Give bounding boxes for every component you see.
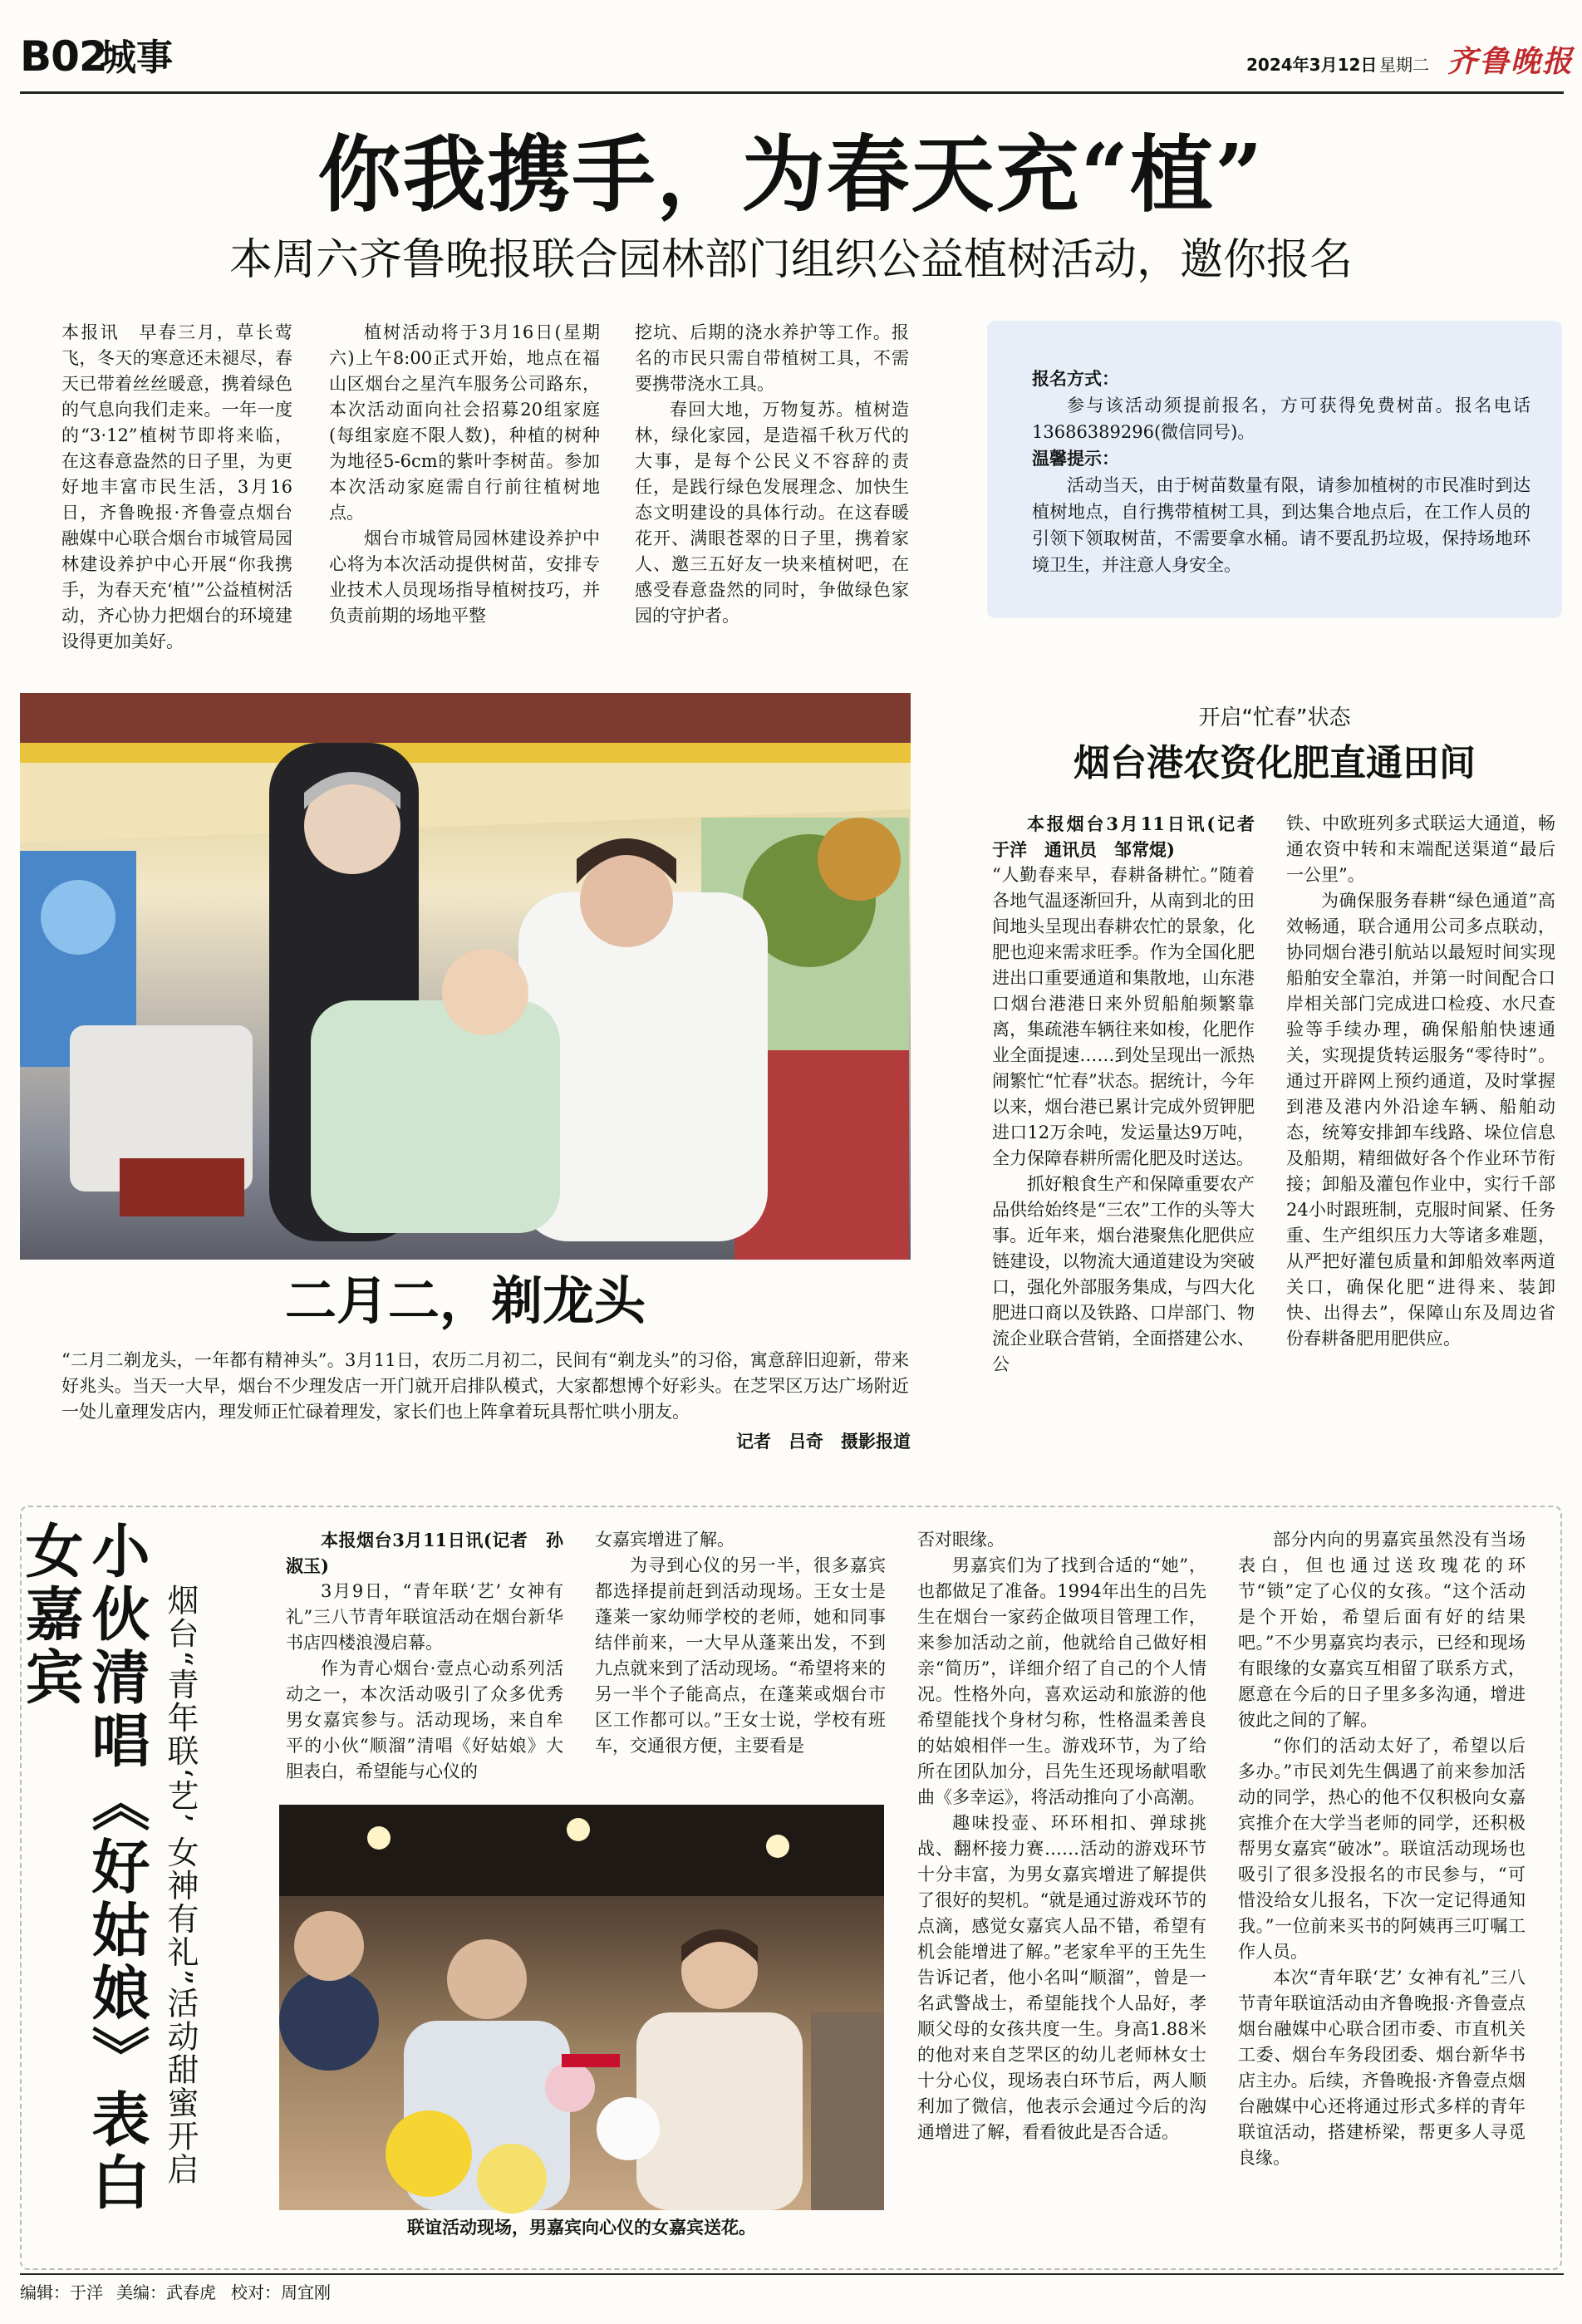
feature-column-4 (1238, 1527, 1526, 2227)
lead-subhead: 本周六齐鲁晚报联合园林部门组织公益植树活动，邀你报名 (228, 235, 1353, 285)
lead-paragraph: 本报讯 早春三月，草长莺飞，冬天的寒意还未褪尽，春天已带着丝丝暖意，携着绿色的气息向我们走来。一年一度的“3·12”植树节即将来临，在这春意盎然的日子里，为更好地丰富市民生活，3月16日，齐鲁晚报·齐鲁壹点烟台融媒中心联合烟台市城管局园林建设养护中心开展“你我携手，为春天充‘植’”公益植树活动，齐心协力把烟台的环境建设得更加美好。 (61, 322, 292, 651)
photo-story-caption-column (61, 1348, 909, 1427)
dating-scene-illustration (279, 1805, 884, 2210)
feature-subhead: 烟台“青年联‘艺’ 女神有礼”活动甜蜜开启 (162, 1584, 199, 2187)
feature-paragraph: 男嘉宾们为了找到合适的“她”，也都做足了准备。1994年出生的吕先生在烟台一家药企做项目管理工作，来参加活动之前，他就给自己做好相亲“简历”，详细介绍了自己的个人情况。性格外向，喜欢运动和旅游的他希望能找个身材匀称，性格温柔善良的姑娘相伴一生。游戏环节，为了给所在团队加分，吕先生还现场献唱歌曲《多幸运》，将活动推向了小高潮。 (917, 1555, 1206, 1807)
feature-paragraph: “你们的活动太好了，希望以后多办。”市民刘先生偶遇了前来参加活动的同学，热心的他不仅积极向女嘉宾推介在大学当老师的同学，还积极帮男女嘉宾“破冰”。联谊活动现场也吸引了很多没报名的市民参与，“可惜没给女儿报名，下次一定记得通知我。”一位前来买书的阿姨再三叮嘱工作人员。 (1238, 1736, 1526, 1962)
photo-story-headline: 二月二，剃龙头 (284, 1270, 646, 1331)
dating-photo-caption: 联谊活动现场，男嘉宾向心仪的女嘉宾送花。 (407, 2217, 756, 2238)
lead-column-1 (61, 320, 292, 651)
lead-headline: 你我携手，为春天充“植” (317, 125, 1265, 224)
dating-event-photo (279, 1805, 884, 2210)
box-paragraph: 活动当天，由于树苗数量有限，请参加植树的市民准时到达植树地点，自行携带植树工具，到达集合地点后，在工作人员的引领下领取树苗，不需要拿水桶。请不要乱扔垃圾，保持场地环境卫生，并注意人身安全。 (1032, 475, 1530, 575)
feature-paragraph: 女嘉宾增进了解。 (595, 1530, 734, 1550)
feature-paragraph: 为寻到心仪的另一半，很多嘉宾都选择提前赶到活动现场。王女士是蓬莱一家幼师学校的老师，她和同事结伴前来，一大早从蓬莱出发，不到九点就来到了活动现场。“希望将来的另一半个子能高点，在蓬莱或烟台市区工作都可以。”王女士说，学校有班车，交通很方便，主要看是 (595, 1555, 886, 1756)
fertilizer-paragraph: “人勤春来早，春耕备耕忙。”随着各地气温逐渐回升，从南到北的田间地头呈现出春耕农忙的景象，化肥也迎来需求旺季。作为全国化肥进出口重要通道和集散地，山东港口烟台港港日来外贸船舶频繁靠离，集疏港车辆往来如梭，化肥作业全面提速……到处呈现出一派热闹繁忙“忙春”状态。据统计，今年以来，烟台港已累计完成外贸钾肥进口12万余吨，发运量达9万吨，全力保障春耕所需化肥及时送达。 (992, 865, 1255, 1168)
fertilizer-column-2 (1286, 811, 1555, 1414)
header-rule (20, 91, 1564, 94)
registration-info-text (1032, 366, 1530, 607)
feature-paragraph: 3月9日，“青年联‘艺’ 女神有礼”三八节青年联谊活动在烟台新华书店四楼浪漫启幕。 (286, 1581, 563, 1653)
photo-story-caption: “二月二剃龙头，一年都有精神头”。3月11日，农历二月初二，民间有“剃龙头”的习俗，寓意辞旧迎新，带来好兆头。当天一大早，烟台不少理发店一开门就开启排队模式，大家都想博个好彩头。在芝罘区万达广场附近一处儿童理发店内，理发师正忙碌着理发，家长们也上阵拿着玩具帮忙哄小朋友。 (61, 1350, 909, 1422)
fertilizer-dateline: 本报烟台3月11日讯(记者 于洋 通讯员 邹常焜) (992, 813, 1272, 860)
haircut-photo (20, 693, 911, 1260)
feature-paragraph: 否对眼缘。 (917, 1530, 1005, 1550)
lead-paragraph: 烟台市城管局园林建设养护中心将为本次活动提供树苗，安排专业技术人员现场指导植树技巧，并负责前期的场地平整 (329, 528, 600, 626)
fertilizer-headline: 烟台港农资化肥直通田间 (1074, 742, 1476, 784)
footer-proofreader: 校对：周宜刚 (231, 2282, 331, 2302)
fertilizer-paragraph: 铁、中欧班列多式联运大通道，畅通农资中转和末端配送渠道“最后一公里”。 (1286, 813, 1555, 885)
fertilizer-paragraph: 抓好粮食生产和保障重要农产品供给始终是“三农”工作的头等大事。近年来，烟台港聚焦化肥供应链建设，以物流大通道建设为突破口，强化外部服务集成，与四大化肥进口商以及铁路、口岸部门、物流企业联合营销，全面搭建公水、公 (992, 1174, 1255, 1374)
feature-paragraph: 作为青心烟台·壹点心动系列活动之一，本次活动吸引了众多优秀男女嘉宾参与。活动现场，来自牟平的小伙“顺溜”清唱《好姑娘》大胆表白，希望能与心仪的 (286, 1658, 563, 1781)
feature-column-2 (595, 1527, 886, 1801)
photo-story-credit: 记者 吕奇 摄影报道 (736, 1431, 911, 1452)
box-paragraph: 参与该活动须提前报名，方可获得免费树苗。报名电话13686389296(微信同号)。 (1032, 396, 1530, 442)
feature-paragraph: 本次“青年联‘艺’ 女神有礼”三八节青年联谊活动由齐鲁晚报·齐鲁壹点烟台融媒中心联合团市委、市直机关工委、烟台车务段团委、烟台新华书店主办。后续，齐鲁晚报·齐鲁壹点烟台融媒中心还将通过形式多样的青年联谊活动，搭建桥梁，帮更多人寻觅良缘。 (1238, 1968, 1526, 2168)
lead-paragraph: 挖坑、后期的浇水养护等工作。报名的市民只需自带植树工具，不需要携带浇水工具。 (635, 322, 909, 394)
feature-headline: 小伙清唱《好姑娘》表白女嘉宾 (16, 1521, 151, 2215)
fertilizer-column-1 (992, 811, 1272, 1414)
footer-art-editor: 美编：武春虎 (116, 2282, 216, 2302)
haircut-scene-illustration (20, 693, 911, 1260)
box-label: 温馨提示： (1032, 448, 1119, 469)
feature-dateline: 本报烟台3月11日讯(记者 孙淑玉) (286, 1530, 563, 1576)
issue-date: 2024年3月12日 (1246, 55, 1378, 75)
issue-weekday: 星期二 (1379, 55, 1429, 75)
section-name: 城事 (100, 37, 173, 79)
lead-column-3 (635, 320, 909, 627)
footer-editor: 编辑：于洋 (20, 2282, 103, 2302)
page-code: B02 (20, 32, 107, 81)
box-label: 报名方式： (1032, 368, 1119, 389)
footer-rule (20, 2273, 1564, 2275)
fertilizer-paragraph: 为确保服务春耕“绿色通道”高效畅通，联合通用公司多点联动，协同烟台港引航站以最短时间实现船舶安全靠泊，并第一时间配合口岸相关部门完成进口检疫、水尺查验等手续办理，确保船舶快速通关，实现提货转运服务“零待时”。通过开辟网上预约通道，及时掌握到港及港内外沿途车辆、船舶动态，统筹安排卸车线路、垛位信息及船期，精细做好各个作业环节衔接；卸船及灌包作业中，实行千部24小时跟班制，克服时间紧、任务重、生产组织压力大等诸多难题，从严把好灌包质量和卸船效率两道关口，确保化肥“进得来、装卸快、出得去”，保障山东及周边省份春耕备肥用肥供应。 (1286, 891, 1555, 1349)
fertilizer-kicker: 开启“忙春”状态 (1198, 705, 1351, 730)
feature-paragraph: 趣味投壶、环环相扣、弹球挑战、翻杯接力赛……活动的游戏环节十分丰富，为男女嘉宾增进了解提供了很好的契机。“就是通过游戏环节的点滴，感觉女嘉宾人品不错，希望有机会能增进了解。”老家牟平的王先生告诉记者，他小名叫“顺溜”，曾是一名武警战士，希望能找个人品好，孝顺父母的女孩共度一生。身高1.88米的他对来自芝罘区的幼儿老师林女士十分心仪，现场表白环节后，两人顺利加了微信，他表示会通过今后的沟通增进了解，看看彼此是否合适。 (917, 1813, 1206, 2142)
feature-column-3 (917, 1527, 1206, 2227)
lead-column-2 (329, 320, 600, 627)
feature-paragraph: 部分内向的男嘉宾虽然没有当场表白，但也通过送玫瑰花的环节“锁”定了心仪的女孩。“这个活动是个开始，希望后面有好的结果吧。”不少男嘉宾均表示，已经和现场有眼缘的女嘉宾互相留了联系方式，愿意在今后的日子里多多沟通，增进彼此之间的了解。 (1238, 1530, 1526, 1730)
paper-name: 齐鲁晚报 (1447, 44, 1575, 79)
feature-column-1 (286, 1527, 563, 1801)
lead-paragraph: 春回大地，万物复苏。植树造林，绿化家园，是造福千秋万代的大事，是每个公民义不容辞的责任，是践行绿色发展理念、加快生态文明建设的具体行动。在这春暖花开、满眼苍翠的日子里，携着家人、邀三五好友一块来植树吧，在感受春意盎然的同时，争做绿色家园的守护者。 (635, 400, 909, 626)
lead-paragraph: 植树活动将于3月16日(星期六)上午8:00正式开始，地点在福山区烟台之星汽车服务公司路东，本次活动面向社会招募20组家庭(每组家庭不限人数)，种植的树种为地径5-6cm的紫叶李树苗。参加本次活动家庭需自行前往植树地点。 (329, 322, 600, 523)
